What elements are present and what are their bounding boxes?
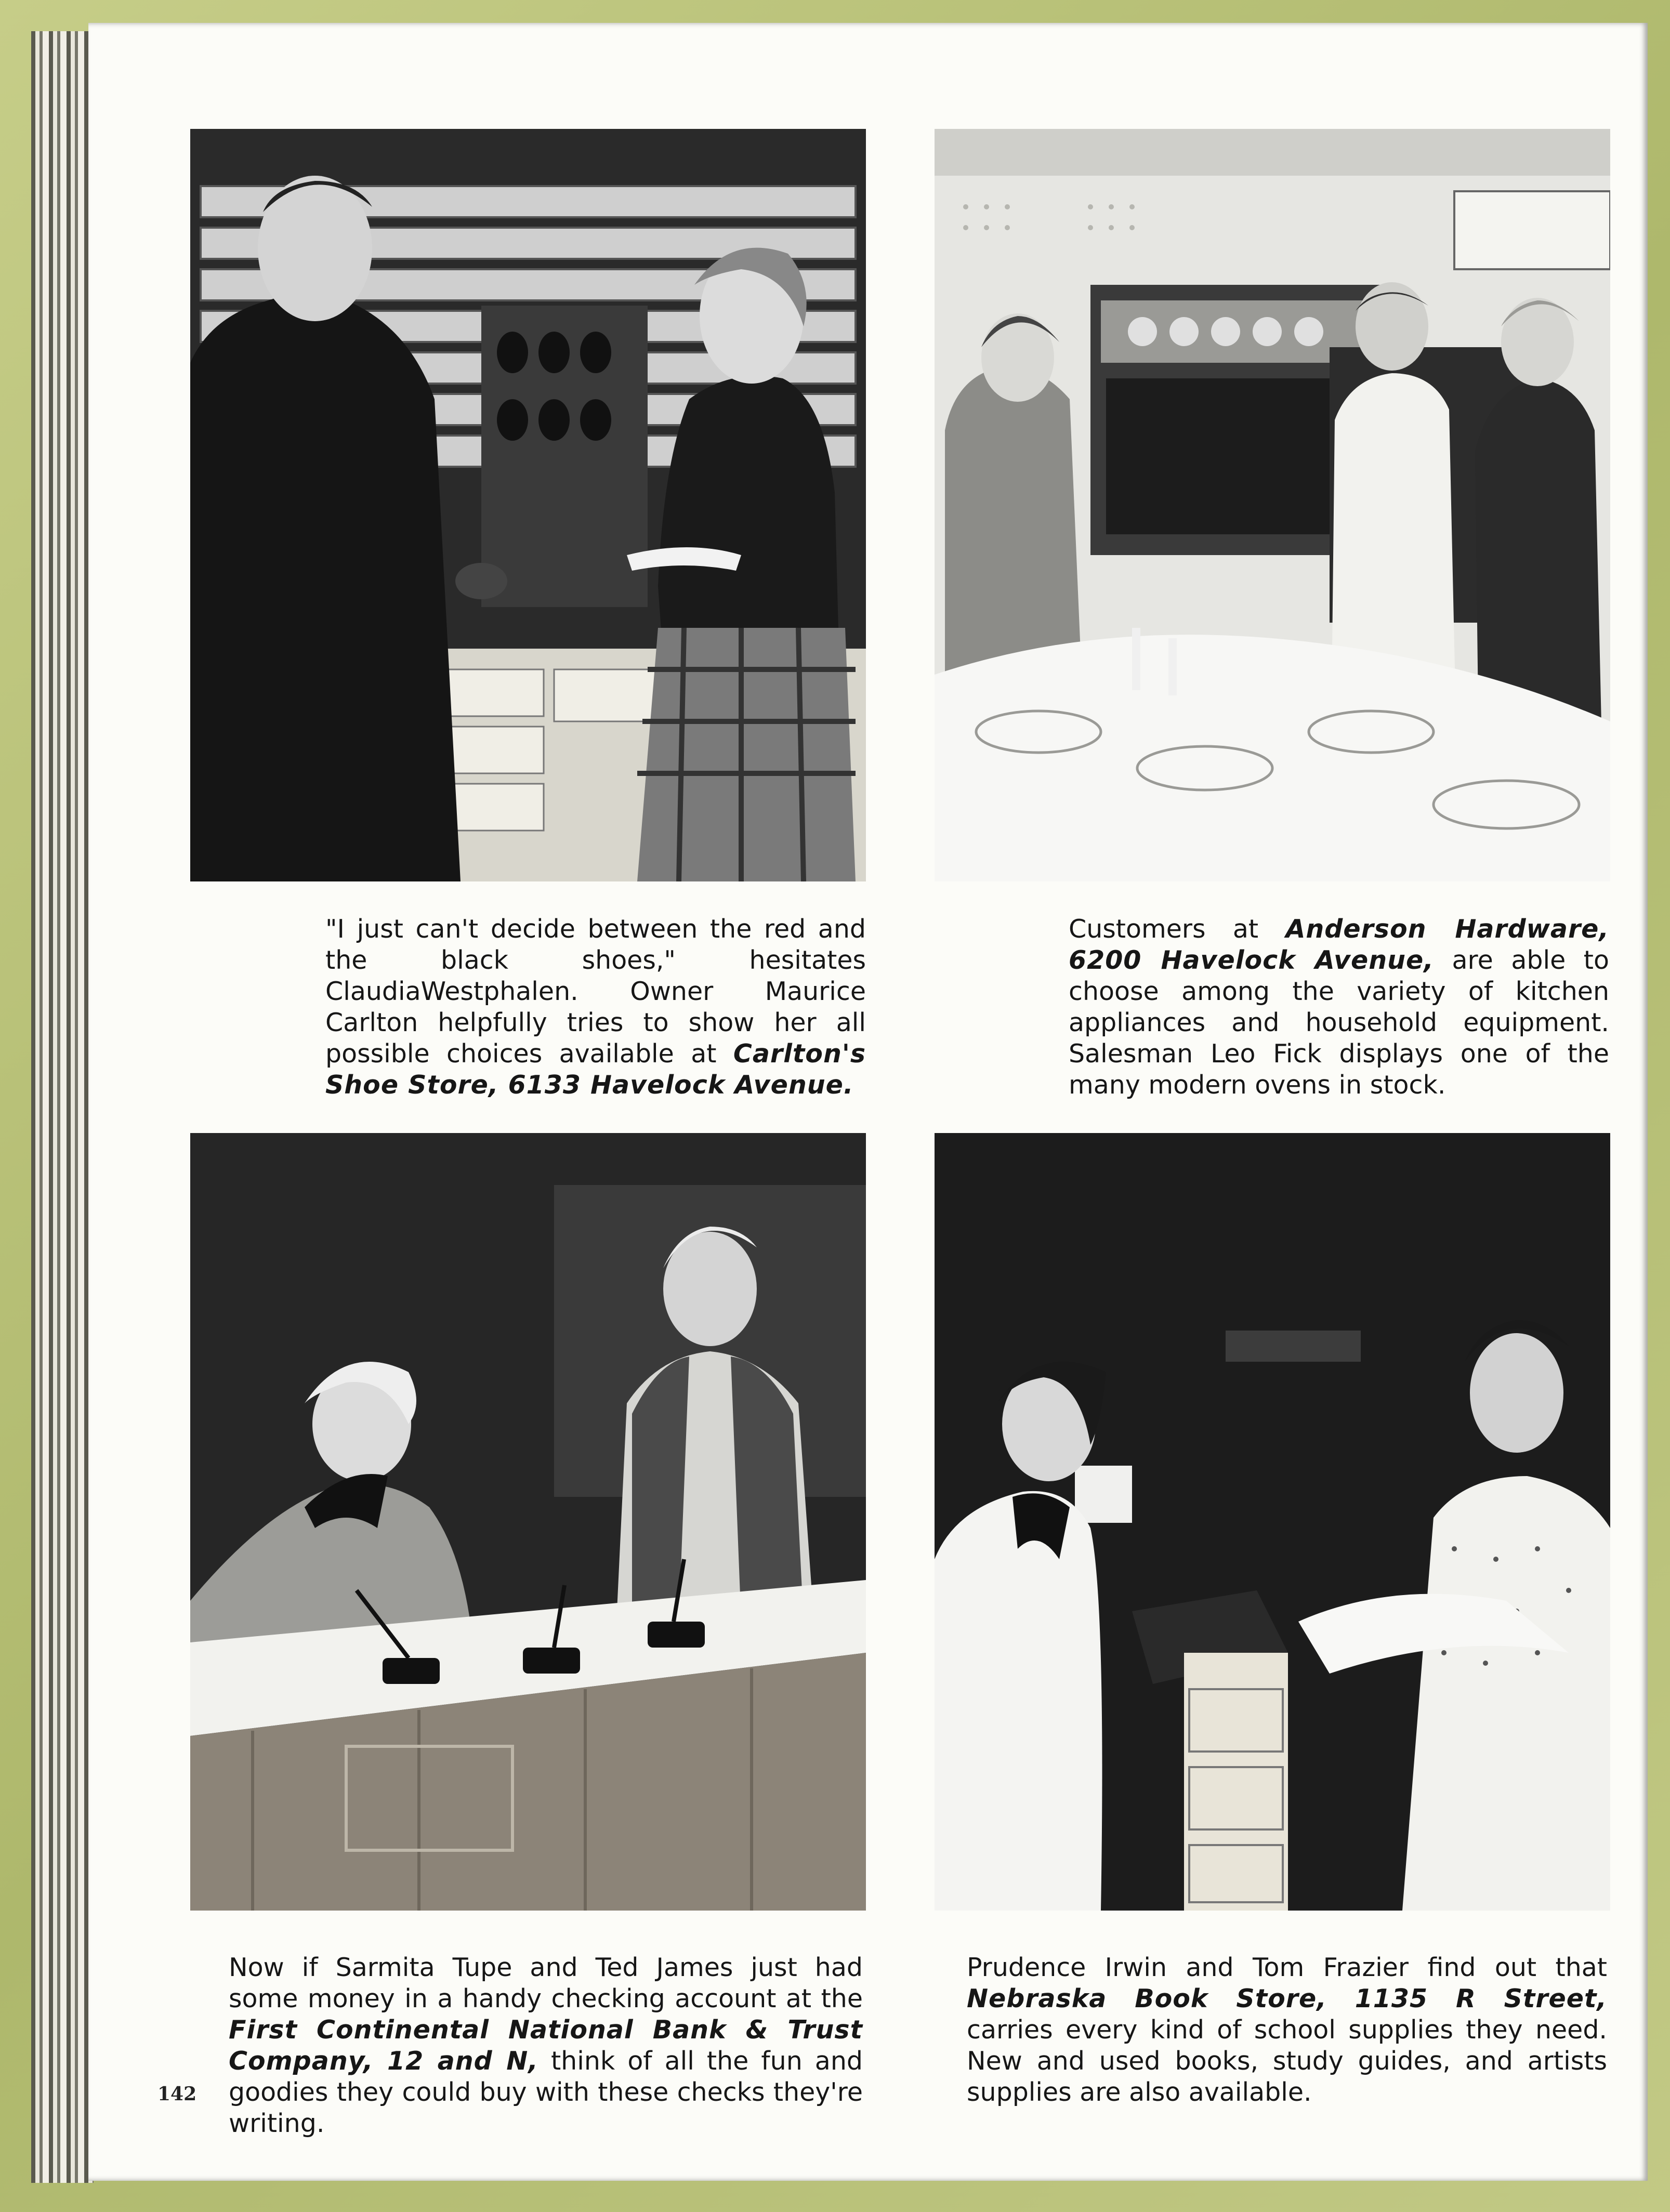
photo-hardware-store xyxy=(935,129,1610,881)
caption-text: think of all the fun and goodies they could buy with these checks they're writing. xyxy=(229,2046,863,2138)
bank-name: First Continental National Bank & Trust Company, 12 and N, xyxy=(229,2015,863,2076)
yearbook-page xyxy=(88,23,1648,2181)
caption-shoe-store xyxy=(325,914,866,1101)
caption-text: are able to choose among the variety of kitchen appliances and household equipment. Salesman Leo Fick displays one of the many modern ovens in stock. xyxy=(1069,945,1609,1100)
photo-bank xyxy=(190,1133,866,1911)
photo-shoe-store xyxy=(190,129,866,881)
caption-hardware-store xyxy=(1069,914,1609,1101)
photo-book-store xyxy=(935,1133,1610,1911)
page-edges xyxy=(31,31,94,2183)
store-name: Carlton's Shoe Store, 6133 Havelock Avenue. xyxy=(325,1039,866,1100)
caption-text: Customers at xyxy=(1069,914,1286,944)
caption-text: Now if Sarmita Tupe and Ted James just had some money in a handy checking account at the xyxy=(229,1953,863,2013)
caption-text: Prudence Irwin and Tom Frazier find out that xyxy=(967,1953,1607,1982)
caption-book-store xyxy=(967,1952,1607,2108)
caption-text: "I just can't decide between the red and the black shoes," hesitates ClaudiaWestphalen. Owner Maurice Carlton helpfully tries to show her all possible choices available at xyxy=(325,914,866,1069)
store-name: Nebraska Book Store, 1135 R Street, xyxy=(967,1984,1607,2013)
caption-text: carries every kind of school supplies they need. New and used books, study guides, and artists supplies are also available. xyxy=(967,2015,1607,2107)
caption-bank xyxy=(229,1952,863,2139)
page-number: 142 xyxy=(157,2083,197,2105)
store-name: Anderson Hardware, 6200 Havelock Avenue, xyxy=(1069,914,1609,975)
